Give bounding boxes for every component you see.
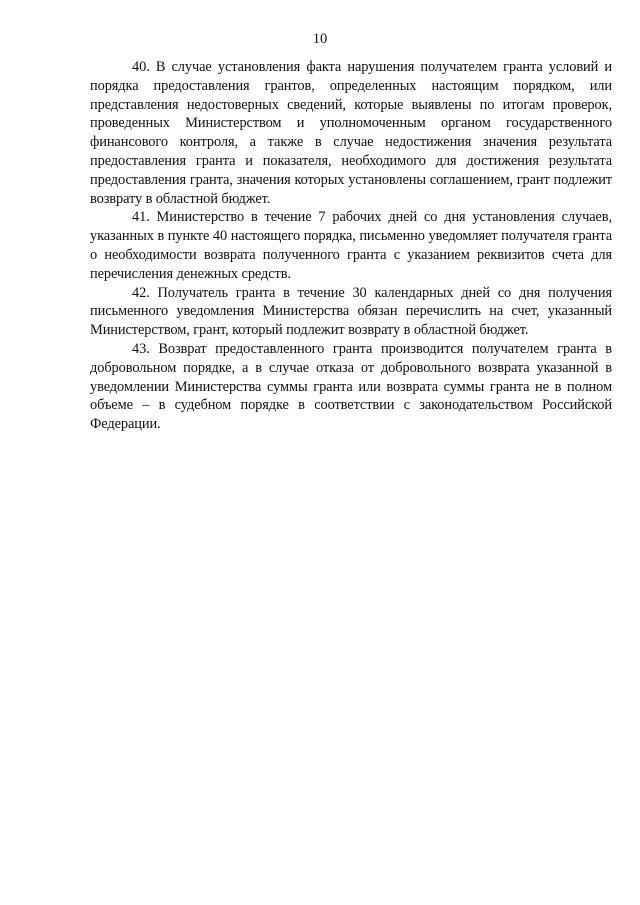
page-number: 10: [312, 31, 328, 47]
paragraph-43: 43. Возврат предоставленного гранта производится получателем гранта в добровольном порядке, а в случае отказа от добровольного возврата указанной в уведомлении Министерства суммы гранта или возврата суммы гранта не в полном объеме – в судебном порядке в соответствии с законодательством Российской Федерации.: [90, 340, 612, 433]
paragraph-41: 41. Министерство в течение 7 рабочих дней со дня установления случаев, указанных в пункте 40 настоящего порядка, письменно уведомляет получателя гранта о необходимости возврата полученного гранта с указанием реквизитов счета для перечисления денежных средств.: [90, 209, 612, 282]
paragraph-42: 42. Получатель гранта в течение 30 календарных дней со дня получения письменного уведомления Министерства обязан перечислить на счет, указанный Министерством, грант, который подлежит возврату в областной бюджет.: [90, 284, 612, 339]
document-body: [90, 58, 612, 434]
paragraph-40: 40. В случае установления факта нарушения получателем гранта условий и порядка предоставления грантов, определенных настоящим порядком, или представления недостоверных сведений, которые выявлены по итогам проверок, проведенных Министерством и уполномоченным органом государственного финансового контроля, а также в случае недостижения значения результата предоставления гранта и показателя, необходимого для достижения результата предоставления гранта, значения которых установлены соглашением, грант подлежит возврату в областной бюджет.: [90, 59, 612, 207]
